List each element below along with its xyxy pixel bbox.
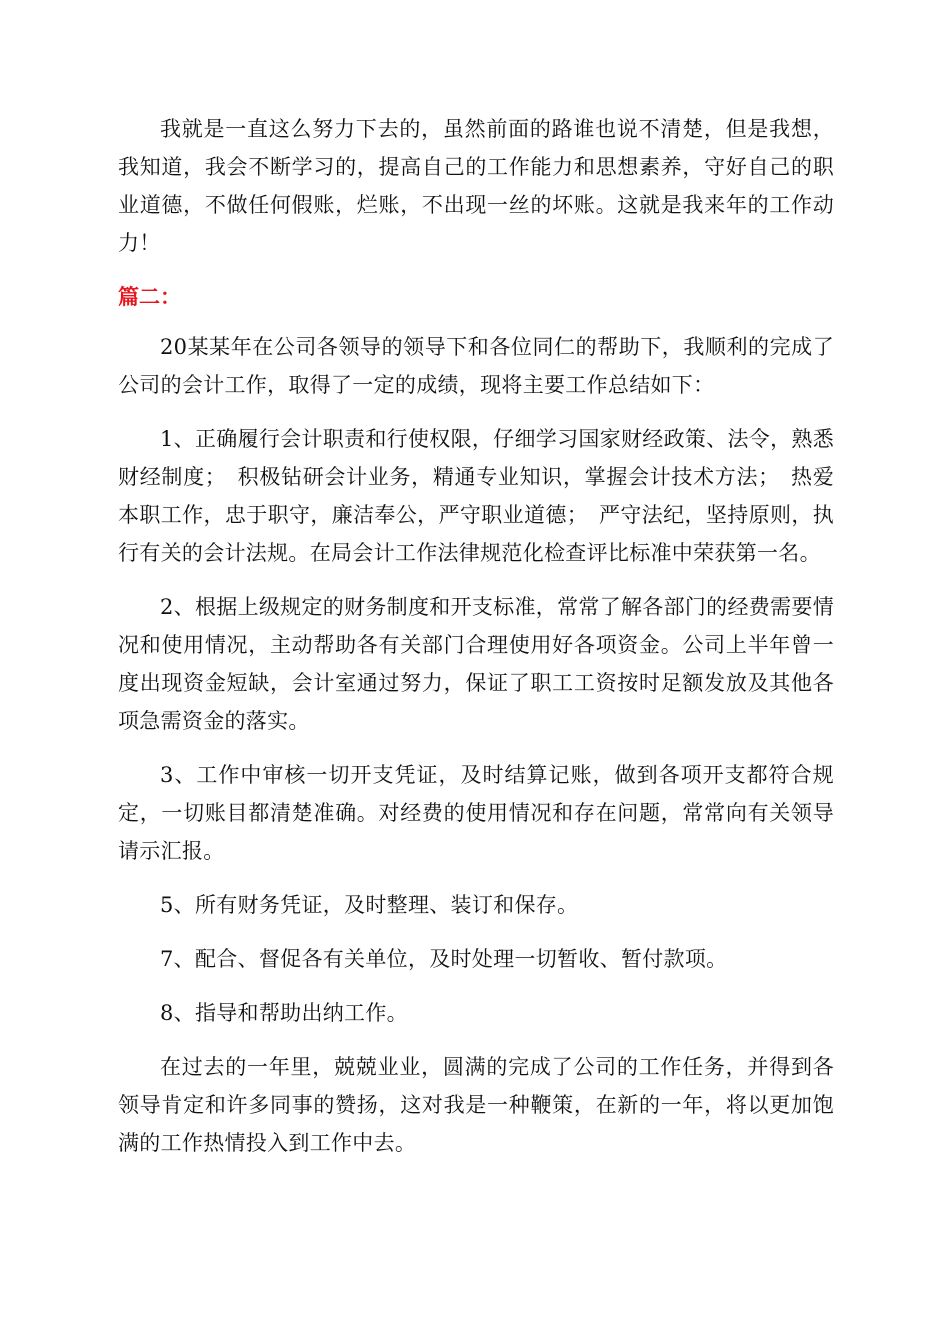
list-item-7: 7、配合、督促各有关单位，及时处理一切暂收、暂付款项。 [160, 947, 728, 971]
opening-paragraph: 20某某年在公司各领导的领导下和各位同仁的帮助下，我顺利的完成了公司的会计工作，取得了一定的成绩，现将主要工作总结如下： [118, 335, 834, 397]
closing-paragraph: 在过去的一年里，兢兢业业，圆满的完成了公司的工作任务，并得到各领导肯定和许多同事的赞扬，这对我是一种鞭策，在新的一年，将以更加饱满的工作热情投入到工作中去。 [118, 1055, 834, 1155]
list-item-8: 8、指导和帮助出纳工作。 [160, 1001, 408, 1025]
list-item-2: 2、根据上级规定的财务制度和开支标准，常常了解各部门的经费需要情况和使用情况，主动帮助各有关部门合理使用好各项资金。公司上半年曾一度出现资金短缺，会计室通过努力，保证了职工工资按时足额发放及其他各项急需资金的落实。 [118, 595, 834, 733]
document-page [118, 110, 834, 1178]
list-item-5: 5、所有财务凭证，及时整理、装订和保存。 [160, 893, 579, 917]
intro-paragraph: 我就是一直这么努力下去的，虽然前面的路谁也说不清楚，但是我想，我知道，我会不断学习的，提高自己的工作能力和思想素养，守好自己的职业道德，不做任何假账，烂账，不出现一丝的坏账。这就是我来年的工作动力！ [118, 117, 834, 255]
section-heading: 篇二： [118, 284, 181, 309]
list-item-3: 3、工作中审核一切开支凭证，及时结算记账，做到各项开支都符合规定，一切账目都清楚准确。对经费的使用情况和存在问题，常常向有关领导请示汇报。 [118, 763, 834, 863]
list-item-1: 1、正确履行会计职责和行使权限，仔细学习国家财经政策、法令，熟悉财经制度； 积极钻研会计业务，精通专业知识，掌握会计技术方法； 热爱本职工作，忠于职守，廉洁奉公，严守职业道德； 严守法纪，坚持原则，执行有关的会计法规。在局会计工作法律规范化检查评比标准中荣获第一名。 [118, 427, 834, 565]
